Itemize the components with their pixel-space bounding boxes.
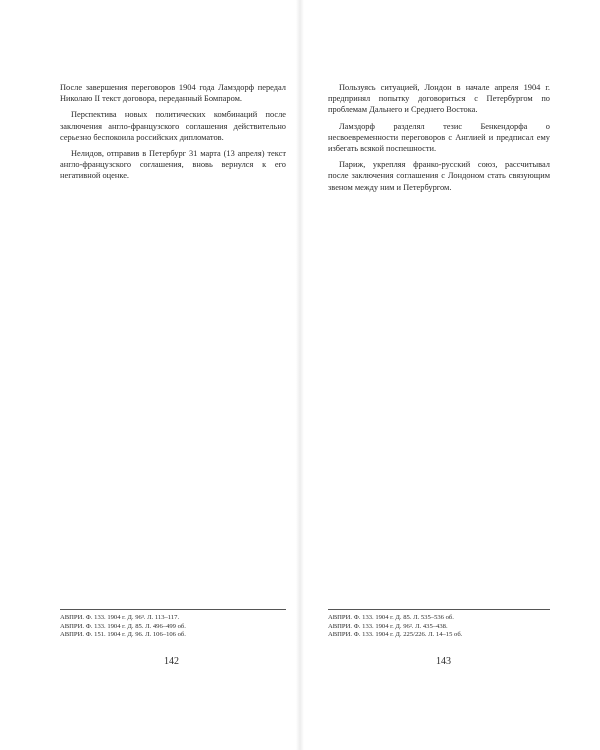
page-number: 143 [436,656,451,667]
body-paragraph: Пользуясь ситуацией, Лондон в начале апреля 1904 г. предпринял попытку договориться с Петербургом по проблемам Дальнего и Среднего Востока. [328,83,550,115]
footnotes [328,609,550,640]
body-paragraph: Нелидов, отправив в Петербург 31 марта (13 апреля) текст англо-французского соглашения, вновь вернулся к его негативной оценке. [60,149,286,181]
footnote: АВПРИ. Ф. 133. 1904 г. Д. 85. Л. 496–499 об. [60,622,186,630]
footnotes [60,609,286,640]
footnote: АВПРИ. Ф. 133. 1904 г. Д. 225/226. Л. 14–15 об. [328,631,463,639]
footnote: АВПРИ. Ф. 151. 1904 г. Д. 96. Л. 106–106 об. [60,631,186,639]
body-paragraph: После завершения переговоров 1904 года Ламздорф передал Николаю II текст договора, переданный Бомпаром. [60,83,286,104]
body-paragraph: Париж, укрепляя франко-русский союз, рассчитывал после заключения соглашения с Лондоном стать связующим звеном между ним и Петербургом. [328,160,550,192]
right-page [300,0,600,750]
footnote: АВПРИ. Ф. 133. 1904 г. Д. 85. Л. 535–536 об. [328,614,454,622]
footnote: АВПРИ. Ф. 133. 1904 г. Д. 96². Л. 435–438. [328,622,448,630]
body-paragraph: Перспектива новых политических комбинаций после заключения англо-французского соглашения действительно серьезно беспокоила российских дипломатов. [60,110,286,142]
page-number: 142 [164,656,179,667]
footnote: АВПРИ. Ф. 133. 1904 г. Д. 96³. Л. 113–117. [60,614,180,622]
body-paragraph: Ламздорф разделял тезис Бенкендорфа о несвоевременности переговоров с Англией и предписал ему избегать всякой поспешности. [328,121,550,154]
